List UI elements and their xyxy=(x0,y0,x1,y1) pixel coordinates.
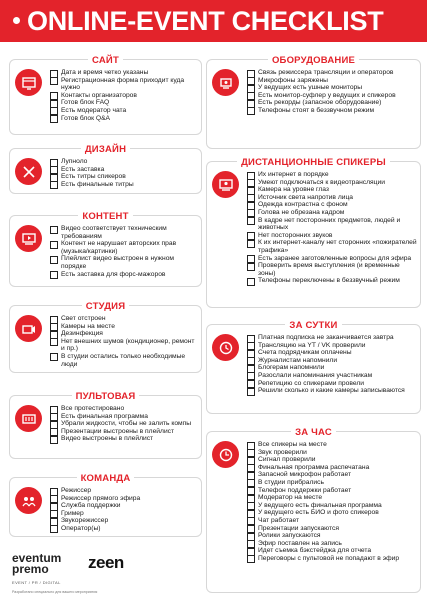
checklist-item[interactable]: Счета подрядчикам оплачены xyxy=(247,349,417,357)
section-studio-list xyxy=(50,315,198,368)
checklist-item[interactable]: Финальная программа распечатана xyxy=(247,464,417,472)
section-console-title: ПУЛЬТОВАЯ xyxy=(72,391,140,402)
checklist-item[interactable]: Плейлист видео выстроен в нужном порядке xyxy=(50,255,198,270)
checklist-item[interactable]: У ведущего есть финальная программа xyxy=(247,502,417,510)
footer-note: Разработано специально для вашего мероприятия xyxy=(12,590,98,594)
checklist-item[interactable]: Переговоры с пультовой не попадают в эфир xyxy=(247,555,417,563)
checklist-item[interactable]: Нет внешних шумов (кондиционер, ремонт и пр.) xyxy=(50,338,198,353)
section-studio xyxy=(9,301,202,373)
section-hour-before-title: ЗА ЧАС xyxy=(291,427,336,438)
section-day-before xyxy=(206,320,421,414)
team-icon xyxy=(15,487,42,514)
checklist-item[interactable]: Готов блок Q&A xyxy=(50,115,198,123)
zeen-logo: zeen xyxy=(88,553,124,572)
header-banner xyxy=(0,0,427,42)
checklist-item[interactable]: Гример xyxy=(50,510,198,518)
section-remote-speakers-title: ДИСТАНЦИОННЫЕ СПИКЕРЫ xyxy=(237,157,390,168)
section-content-list xyxy=(50,225,198,278)
checklist-item[interactable]: Идет съемка бэкстейджа для отчета xyxy=(247,547,417,555)
section-design-title: ДИЗАЙН xyxy=(81,144,130,155)
section-equipment xyxy=(206,55,421,149)
logo-subtitle: EVENT / PR / DIGITAL xyxy=(12,580,61,585)
checklist-item[interactable]: Лупноло xyxy=(50,158,198,166)
checklist-item[interactable]: Регистрационная форма приходит куда нужно xyxy=(50,77,198,92)
checklist-item[interactable]: Нет посторонних звуков xyxy=(247,232,417,240)
logo-line-1: eventum xyxy=(12,551,62,565)
checklist-item[interactable]: Готов блок FAQ xyxy=(50,99,198,107)
checklist-item[interactable]: Решили сколько и какие камеры записываются xyxy=(247,387,417,395)
checklist-item[interactable]: Ролики запускаются xyxy=(247,532,417,540)
checklist-item[interactable]: Журналистам напомнили xyxy=(247,357,417,365)
checklist-item[interactable]: Звукорежиссер xyxy=(50,517,198,525)
checklist-item[interactable]: Дезинфекция xyxy=(50,330,198,338)
checklist-item[interactable]: Сигнал проверили xyxy=(247,456,417,464)
checklist-item[interactable]: Разослали напоминания участникам xyxy=(247,372,417,380)
checklist-item[interactable]: Свет отстроен xyxy=(50,315,198,323)
checklist-item[interactable]: Связь режиссера трансляции и операторов xyxy=(247,69,417,77)
calendar-24h-icon xyxy=(212,334,239,361)
control-console-icon xyxy=(15,405,42,432)
section-day-before-title: ЗА СУТКИ xyxy=(285,320,341,331)
checklist-item[interactable]: Модератор на месте xyxy=(247,494,417,502)
checklist-item[interactable]: Платная подписка не заканчивается завтра xyxy=(247,334,417,342)
checklist-item[interactable]: Запасной микрофон работает xyxy=(247,471,417,479)
equipment-icon xyxy=(212,69,239,96)
section-day-before-list xyxy=(247,334,417,395)
checklist-item[interactable]: Есть титры спикеров xyxy=(50,173,198,181)
checklist-item[interactable]: Репетицию со спикерами провели xyxy=(247,380,417,388)
checklist-item[interactable]: Все протестировано xyxy=(50,405,198,413)
page-title: ONLINE-EVENT CHECKLIST xyxy=(27,6,384,36)
checklist-item[interactable]: Убрали жидкости, чтобы не залить компы xyxy=(50,420,198,428)
checklist-item[interactable]: Телефоны переключены в беззвучный режим xyxy=(247,277,417,285)
checklist-item[interactable]: Их интернет в порядке xyxy=(247,171,417,179)
checklist-item[interactable]: Телефон поддержки работает xyxy=(247,487,417,495)
section-site xyxy=(9,55,202,135)
checklist-item[interactable]: Видео выстроены в плейлист xyxy=(50,435,198,443)
remote-speaker-icon xyxy=(212,171,239,198)
section-team-list xyxy=(50,487,198,533)
checklist-item[interactable]: Режиссер прямого эфира xyxy=(50,495,198,503)
checklist-item[interactable]: Умеют подключаться к видеотрансляции xyxy=(247,179,417,187)
checklist-item[interactable]: Есть финальные титры xyxy=(50,181,198,189)
checklist-item[interactable]: Источник света напротив лица xyxy=(247,194,417,202)
eventum-premo-logo xyxy=(12,553,61,575)
checklist-item[interactable]: Есть финальная программа xyxy=(50,413,198,421)
checklist-item[interactable]: Одежда контрастна с фоном xyxy=(247,201,417,209)
checklist-item[interactable]: Чат работает xyxy=(247,517,417,525)
section-studio-title: СТУДИЯ xyxy=(82,301,129,312)
section-design xyxy=(9,144,202,194)
checklist-item[interactable]: К их интернет-каналу нет сторонних «пожирателей трафика» xyxy=(247,239,417,254)
video-content-icon xyxy=(15,225,42,252)
section-team-title: КОМАНДА xyxy=(77,473,135,484)
checklist-item[interactable]: Служба поддержки xyxy=(50,502,198,510)
checklist-item[interactable]: Контакты организаторов xyxy=(50,92,198,100)
checklist-item[interactable]: Есть рекорды (запасное оборудование) xyxy=(247,99,417,107)
checklist-item[interactable]: Телефоны стоят в беззвучном режим xyxy=(247,107,417,115)
checklist-item[interactable]: У ведущего есть БИО и фото спикеров xyxy=(247,509,417,517)
section-design-list xyxy=(50,158,198,188)
checklist-item[interactable]: Камеры на месте xyxy=(50,323,198,331)
checklist-item[interactable]: У ведущих есть ушные мониторы xyxy=(247,84,417,92)
section-remote-speakers-list xyxy=(247,171,417,285)
section-site-list xyxy=(50,69,198,122)
checklist-item[interactable]: Проверить время выступления (и временные зоны) xyxy=(247,262,417,277)
section-equipment-list xyxy=(247,69,417,115)
checklist-item[interactable]: Трансляцию на YT / VK проверили xyxy=(247,342,417,350)
section-content-title: КОНТЕНТ xyxy=(78,211,132,222)
design-tools-icon xyxy=(15,158,42,185)
checklist-item[interactable]: Камера на уровне глаз xyxy=(247,186,417,194)
logo-line-2: premo xyxy=(12,562,49,576)
section-console-list xyxy=(50,405,198,443)
header-dot xyxy=(13,17,20,24)
studio-camera-icon xyxy=(15,315,42,342)
website-icon xyxy=(15,69,42,96)
checklist-item[interactable]: Видео соответствует техническим требованиям xyxy=(50,225,198,240)
checklist-item[interactable]: Есть модератор чата xyxy=(50,107,198,115)
checklist-item[interactable]: Оператор(ы) xyxy=(50,525,198,533)
checklist-item[interactable]: Звук проверили xyxy=(247,449,417,457)
checklist-item[interactable]: В студии остались только необходимые люди xyxy=(50,353,198,368)
checklist-item[interactable]: Все спикеры на месте xyxy=(247,441,417,449)
checklist-item[interactable]: В кадре нет посторонних предметов, людей и животных xyxy=(247,217,417,232)
section-equipment-title: ОБОРУДОВАНИЕ xyxy=(268,55,359,66)
checklist-item[interactable]: Дата и время четко указаны xyxy=(50,69,198,77)
checklist-item[interactable]: Голова не обрезана кадром xyxy=(247,209,417,217)
section-hour-before xyxy=(206,427,421,593)
checklist-item[interactable]: Есть монитор-суфлер у ведущих и спикеров xyxy=(247,92,417,100)
clock-hour-icon xyxy=(212,441,239,468)
section-console xyxy=(9,391,202,459)
checklist-item[interactable]: Режиссер xyxy=(50,487,198,495)
section-hour-before-list xyxy=(247,441,417,563)
checklist-item[interactable]: Контент не нарушает авторских прав (музыка/картинки) xyxy=(50,240,198,255)
section-remote-speakers xyxy=(206,157,421,308)
checklist-item[interactable]: В студии прибрались xyxy=(247,479,417,487)
checklist-item[interactable]: Есть заставка xyxy=(50,166,198,174)
section-site-title: САЙТ xyxy=(88,55,123,66)
section-team xyxy=(9,473,202,537)
checklist-item[interactable]: Презентации выстроены в плейлист xyxy=(50,428,198,436)
checklist-item[interactable]: Есть заранее заготовленные вопросы для эфира xyxy=(247,255,417,263)
checklist-item[interactable]: Микрофоны заряжены xyxy=(247,77,417,85)
checklist-item[interactable]: Блогерам напомнили xyxy=(247,364,417,372)
checklist-item[interactable]: Эфир поставлен на запись xyxy=(247,540,417,548)
section-content xyxy=(9,211,202,287)
checklist-item[interactable]: Презентации запускаются xyxy=(247,525,417,533)
checklist-item[interactable]: Есть заставка для форс-мажоров xyxy=(50,271,198,279)
